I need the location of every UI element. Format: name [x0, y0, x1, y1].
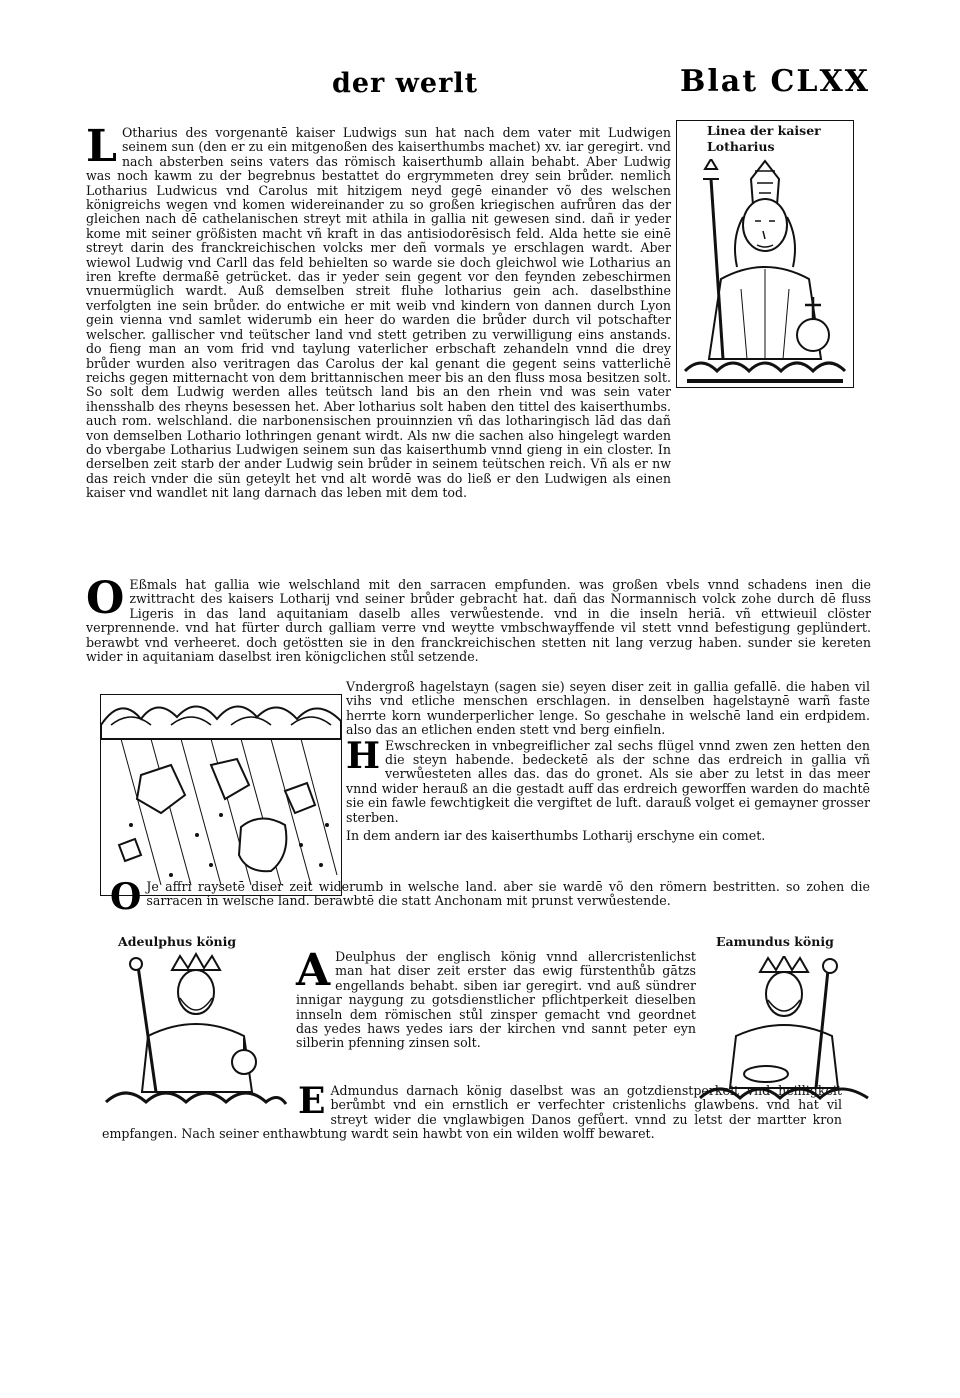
portrait-lothar-frame	[676, 120, 854, 388]
initial-letter: A	[296, 945, 331, 996]
portrait-caption: Linea der kaiser	[707, 123, 821, 138]
section-gallia	[86, 573, 871, 665]
folio-number: Blat CLXX	[680, 64, 871, 99]
section-lothar	[86, 121, 671, 502]
section-adelphus	[296, 945, 696, 1052]
paragraph: Otharius des vorgenantē kaiser Ludwigs sun hat nach dem vater mit Ludwigen seinem sun (den er zu ein mitgenoßen des kaiserthumbs machet) xv. iar geregirt. vnd nach absterben seins vaters das römisch kaiserthumb allain behabt. Aber Ludwig was noch kawm zu der begrebnus bestattet do ergrymmeten drey sein brůder. nemlich Lotharius Ludwicus vnd Carolus mit hitzigem neyd gegē einander võ des welschen königreichs wegen vnd komen widereinander zu so großen kriegischen aufrůren das der gleichen nach dē cathelanischen streyt mit athila in gallia nit gewesen sind. dañ ir yeder kome mit seiner größisten macht vñ kraft in das antisiodorēsisch feld. Alda hette sie einē streyt darin des franckreichischen volcks mer deñ vormals ye erschlagen wardt. Aber wiewol Ludwig vnd Carll das feld behielten so warde sie doch gleichwol wie Lotharius an iren krefte dermaßē getrücket. das ir yeder sein gegent vor den feynden zebeschirmen vnuermüglich wardt. Auß demselben streit fluhe lotharius gein ach. daselbsthine verfolgten ine sein brůder. do entwiche er mit weib vnd kindern von dannen durch Lyon gein vienna vnd samlet widerumb ein heer do warden die brůder durch vil potschafter welscher. gallischer vnd teütscher land vnd stett getriben zu verwilligung eins anstands. do fieng man an vom frid vnd taylung vaterlicher erbschaft zehandeln vnnd die drey brůder wurden also veritragen das Carolus der kal genant die gegent seins vatterlichē reichs gegen mitternacht von dem brittannischen meer bis an den fluss mosa besitzen solt. So solt dem Ludwig werden alles teütsch land bis an den rhein vnd was sein vater ihensshalb des rheyns besessen het. Aber lotharius solt haben den tittel des kaiserthumbs. auch rom. welschland. die narbonensischen prouinnzien vñ das lotharingisch lād das dañ von demselben Lothario lothringen genant wirdt. Als nw die sachen also hingelegt warden do vbergabe Lotharius Ludwigen seinem sun das kaiserthumb vnnd gieng in ein closter. In derselben zeit starb der ander Ludwig sein brůder in seinem teütschen reich. Vñ als er nw das reich vnder die sün geteylt het vnd alt wordē was do ließ er den Ludwigen als einen kaiser vnd wandlet nit lang darnach das leben mit dem tod.	[86, 125, 671, 501]
paragraph: Deulphus der englisch könig vnnd allercristenlichst man hat diser zeit erster das ewig fürstenthůb gātzs engellands behabt. siben iar geregirt. vnd auß sündrer innigar naygung zu gotsdienstlicher pflichtperkeit dieselben innseln dem römischen stůl zinsper gemacht vnd geordnet das yedes haws yedes iars der kirchen vnd sannt peter eyn silberin pfenning zinsen solt.	[296, 949, 696, 1051]
hail-storm-woodcut	[100, 694, 342, 896]
running-head-left: der werlt	[332, 68, 479, 99]
section-sarracen	[110, 876, 870, 918]
portrait-caption-name: Lotharius	[707, 139, 775, 154]
initial-letter: L	[86, 121, 117, 172]
initial-letter: E	[298, 1080, 326, 1122]
initial-letter: O	[110, 876, 142, 918]
section-hagel	[346, 680, 870, 844]
paragraph: In dem andern iar des kaiserthumbs Lotharij erschyne ein comet.	[346, 828, 766, 844]
initial-letter: H	[346, 734, 381, 777]
initial-letter: O	[86, 573, 125, 624]
paragraph: Admundus darnach könig daselbst was an gotzdienstperkeit vnd heilligkeit berůmbt vnd ein ernstlich er verfechter cristenlichs glawbens. vnd hat vil streyt wider die vnglawbigen Danos gefůert. vnnd zu letst der martter kron empfangen. Nach seiner enthawbtung wardt sein hawbt von ein wilden wolff bewaret.	[102, 1083, 842, 1142]
portrait-caption-adelphus: Adeulphus könig	[118, 934, 237, 949]
emperor-portrait-icon	[681, 159, 849, 385]
paragraph: Ewschrecken in vnbegreiflicher zal sechs flügel vnnd zwen zen hetten den die steyn habende. bedecketē als der schne das erdreich in gallia vñ verwůesteten alles das. das do gronet. Als sie aber zu letst in das meer vnnd wider herauß an die gestadt auff das erdreich geworffen warden do machtē sie ein fawle fewchtigkeit die vergiftet de luft. darauß volget ei gemayner grosser sterben.	[346, 737, 870, 825]
paragraph: Vndergroß hagelstayn (sagen sie) seyen diser zeit in gallia gefallē. die haben vil vihs vnd etliche menschen erschlagen. in denselben hagelstaynē warñ faste herrte korn wunderperlicher lenge. So geschahe in welschē land ein erdpidem. also das an etlichen enden stett vnd berg einfieln.	[346, 679, 870, 738]
hail-clouds-icon	[101, 695, 341, 895]
paragraph: Je affri raysetē diser zeit widerumb in welsche land. aber sie wardē võ den römern bestritten. so zohen die sarracen in welsche land. berawbtē die statt Anchonam mit prunst verwůestende.	[146, 879, 870, 909]
paragraph: Eßmals hat gallia wie welschland mit den sarracen empfunden. was großen vbels vnnd schadens inen die zwittracht des kaisers Lotharij vnd seiner brůder gebracht hat. dañ das Normannisch volck zohe durch dē fluss Ligeris in das land aquitaniam daselb alles verwůestende. vnd in die inseln heriā. vñ ettwieuil clöster verprennende. vnd hat fürter durch galliam verre vnd weytte vmbschwayffende vil stett vnnd befestigung geplündert. berawbt vnd verheeret. doch getöstten sie in den franckreichischen stetten nit lang verzug haben. sunder sie kereten wider in aquitaniam daselbst iren königclichen stůl setzende.	[86, 577, 871, 665]
section-edmund	[102, 1080, 842, 1143]
portrait-caption-eamundus: Eamundus könig	[716, 934, 834, 949]
